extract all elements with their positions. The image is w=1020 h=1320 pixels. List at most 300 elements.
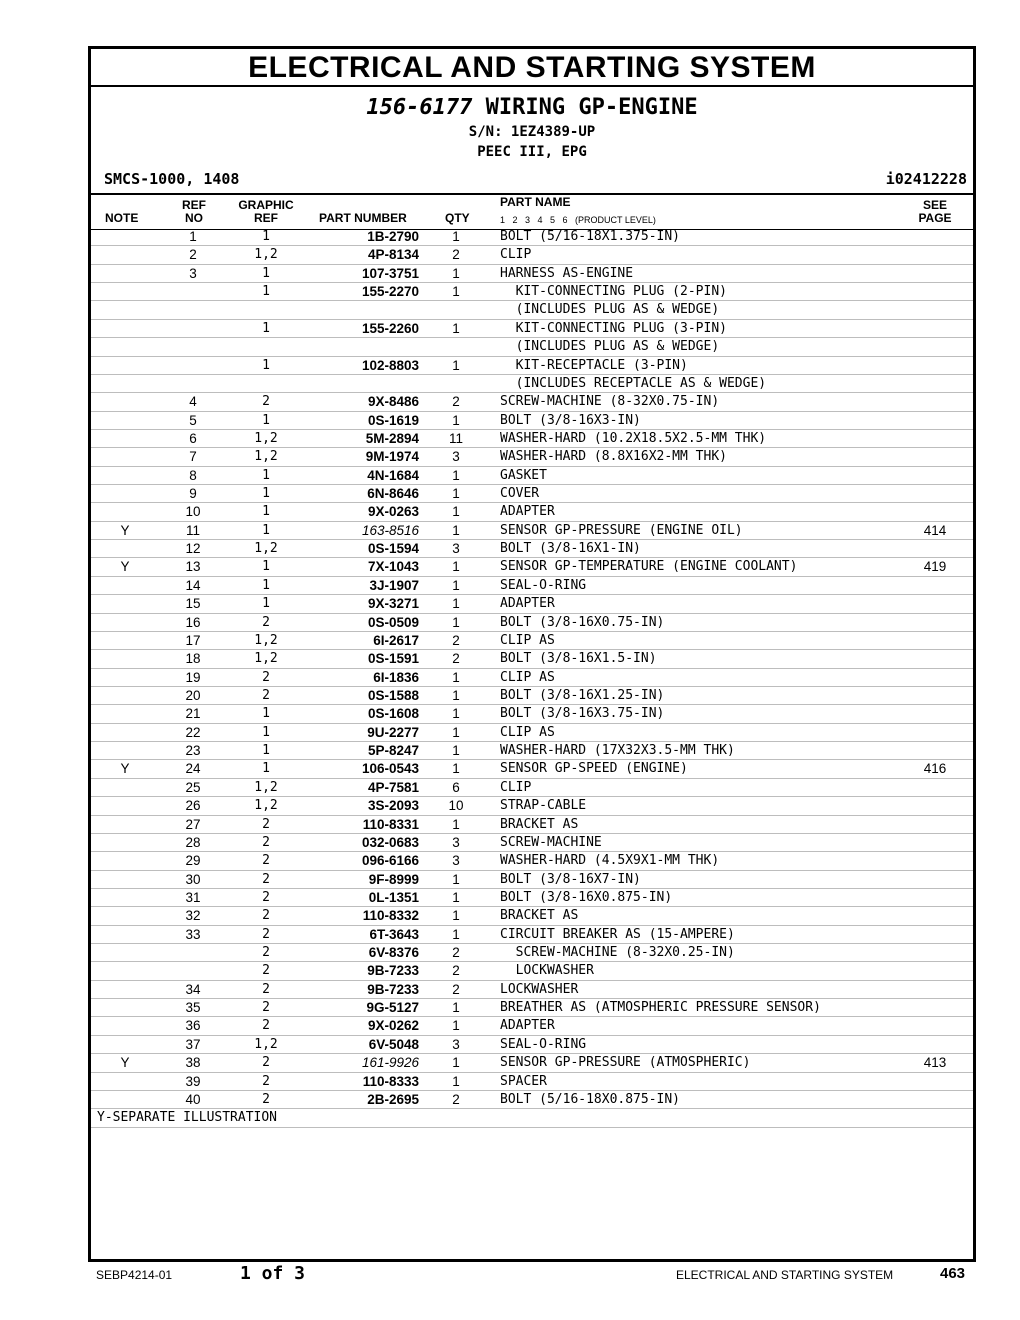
part-name-cell: SCREW-MACHINE (8-32X0.75-IN) [500,394,720,410]
part-name-cell: BOLT (3/8-16X3-IN) [500,412,641,428]
table-row [91,614,973,632]
part-number-cell: 7X-1043 [367,559,419,575]
note-cell: Y [120,559,130,575]
part-name-cell: GASKET [500,467,547,483]
part-name-cell: SENSOR GP-PRESSURE (ENGINE OIL) [500,522,743,538]
table-row [91,907,973,925]
ref-number-cell: 30 [185,871,201,887]
part-name-cell: SEAL-O-RING [500,577,587,593]
quantity-cell: 1 [452,284,460,300]
ref-number-cell: 33 [185,926,201,942]
graphic-ref-cell: 1 [262,596,270,612]
table-row [91,283,973,301]
ref-number-cell: 29 [185,853,201,869]
part-name-cell: KIT-CONNECTING PLUG (2-PIN) [500,284,727,300]
quantity-cell: 1 [452,596,460,612]
part-name-cell: BOLT (3/8-16X1.5-IN) [500,651,657,667]
graphic-ref-cell: 1,2 [254,798,278,814]
ref-number-cell: 37 [185,1036,201,1052]
quantity-cell: 1 [452,761,460,777]
footer-page-number: 463 [940,1265,966,1282]
part-name-cell: BOLT (3/8-16X0.875-IN) [500,889,673,905]
table-row [91,1036,973,1054]
graphic-ref-cell: 2 [262,1055,270,1071]
part-name-cell: BOLT (3/8-16X1.25-IN) [500,687,665,703]
graphic-ref-cell: 2 [262,394,270,410]
part-number-cell: 106-0543 [361,761,419,777]
table-row [91,265,973,283]
part-number-cell: 155-2270 [361,284,419,300]
quantity-cell: 11 [448,430,463,446]
table-row [91,742,973,760]
part-name-cell: CLIP AS [500,632,555,648]
col-see-top: SEE [922,198,947,212]
parts-table [91,228,973,1128]
graphic-ref-cell: 1 [262,577,270,593]
note-cell: Y [120,761,130,777]
table-row [91,632,973,650]
ref-number-cell: 20 [185,687,201,703]
ref-number-cell: 38 [185,1055,201,1071]
quantity-cell: 2 [452,945,460,961]
part-name-cell: CLIP [500,779,532,795]
part-number-cell: 9M-1974 [365,449,419,465]
graphic-ref-cell: 2 [262,871,270,887]
graphic-ref-cell: 2 [262,908,270,924]
quantity-cell: 1 [452,486,460,502]
ref-number-cell: 28 [185,834,201,850]
quantity-cell: 1 [452,816,460,832]
table-row [91,595,973,613]
part-number-cell: 107-3751 [361,265,419,281]
table-row [91,760,973,778]
graphic-ref-cell: 2 [262,926,270,942]
part-name-cell: KIT-CONNECTING PLUG (3-PIN) [500,320,727,336]
group-name: WIRING GP-ENGINE [485,95,698,120]
graphic-ref-cell: 2 [262,816,270,832]
table-row [91,724,973,742]
table-row [91,246,973,264]
ref-number-cell: 40 [185,1091,201,1107]
part-name-cell: WASHER-HARD (4.5X9X1-MM THK) [500,853,720,869]
column-header-row [91,193,973,230]
graphic-ref-cell: 1,2 [254,1036,278,1052]
quantity-cell: 1 [452,614,460,630]
quantity-cell: 1 [452,1073,460,1089]
graphic-ref-cell: 2 [262,669,270,685]
see-page-cell: 416 [923,761,947,777]
graphic-ref-cell: 2 [262,1073,270,1089]
part-name-cell: (INCLUDES RECEPTACLE AS & WEDGE) [500,375,767,391]
table-row [91,962,973,980]
table-row [91,558,973,576]
part-name-cell: (INCLUDES PLUG AS & WEDGE) [500,302,720,318]
col-note: NOTE [105,211,139,225]
part-number-cell: 3J-1907 [369,577,419,593]
graphic-ref-cell: 2 [262,853,270,869]
section-title: ELECTRICAL AND STARTING SYSTEM [91,49,973,87]
ref-number-cell: 2 [189,247,197,263]
quantity-cell: 2 [452,632,460,648]
table-row [91,412,973,430]
ref-number-cell: 1 [189,229,197,244]
table-row [91,522,973,540]
quantity-cell: 1 [452,357,460,373]
table-row [91,540,973,558]
quantity-cell: 2 [452,247,460,263]
part-number-cell: 9B-7233 [367,963,419,979]
part-name-cell: BOLT (5/16-18X0.875-IN) [500,1091,681,1107]
part-name-cell: KIT-RECEPTACLE (3-PIN) [500,357,688,373]
table-row [91,357,973,375]
quantity-cell: 1 [452,889,460,905]
quantity-cell: 1 [452,687,460,703]
graphic-ref-cell: 1 [262,743,270,759]
table-row [91,577,973,595]
graphic-ref-cell: 1 [262,265,270,281]
graphic-ref-cell: 1,2 [254,779,278,795]
part-name-cell: CLIP [500,247,532,263]
quantity-cell: 1 [452,265,460,281]
see-page-cell: 414 [923,522,947,538]
part-name-cell: ADAPTER [500,596,555,612]
table-row [91,926,973,944]
ref-number-cell: 12 [185,541,201,557]
quantity-cell: 2 [452,651,460,667]
ref-number-cell: 10 [185,504,201,520]
footer-page-of: 1 of 3 [240,1263,306,1284]
table-row [91,650,973,668]
col-qty: QTY [445,211,470,225]
part-number-cell: 0L-1351 [368,889,419,905]
ref-number-cell: 14 [185,577,201,593]
part-number-cell: 9X-3271 [367,596,419,612]
smcs-code: SMCS-1000, 1408 [104,170,240,188]
table-row [91,430,973,448]
part-number-cell: 9B-7233 [367,981,419,997]
graphic-ref-cell: 1 [262,504,270,520]
quantity-cell: 1 [452,1055,460,1071]
ref-number-cell: 19 [185,669,201,685]
note-cell: Y [120,522,130,538]
graphic-ref-cell: 2 [262,1000,270,1016]
part-number-cell: 4P-8134 [367,247,419,263]
ref-number-cell: 9 [189,486,197,502]
parts-page-frame [88,46,976,1262]
graphic-ref-cell: 1 [262,320,270,336]
quantity-cell: 1 [452,669,460,685]
graphic-ref-cell: 1 [262,522,270,538]
graphic-ref-cell: 1 [262,467,270,483]
quantity-cell: 1 [452,320,460,336]
quantity-cell: 6 [452,779,460,795]
graphic-ref-cell: 1 [262,357,270,373]
part-number-cell: 102-8803 [361,357,419,373]
ref-number-cell: 21 [185,706,201,722]
ref-number-cell: 17 [185,632,201,648]
see-page-cell: 419 [923,559,947,575]
table-row [91,1091,973,1109]
table-row [91,375,973,393]
col-ref-top: REF [182,198,206,212]
part-number-cell: 9U-2277 [367,724,419,740]
table-row [91,889,973,907]
part-number-cell: 9X-8486 [367,394,419,410]
footer-document-number: SEBP4214-01 [96,1268,173,1282]
ref-number-cell: 8 [189,467,197,483]
ref-number-cell: 16 [185,614,201,630]
part-name-cell: CLIP AS [500,669,555,685]
part-name-cell: SENSOR GP-SPEED (ENGINE) [500,761,688,777]
part-number-cell: 096-6166 [361,853,419,869]
part-name-cell: CLIP AS [500,724,555,740]
part-name-cell: SENSOR GP-TEMPERATURE (ENGINE COOLANT) [500,559,798,575]
part-name-cell: SCREW-MACHINE (8-32X0.25-IN) [500,945,735,961]
part-number-cell: 3S-2093 [367,798,419,814]
table-row [91,485,973,503]
note-cell: Y [120,1055,130,1071]
quantity-cell: 3 [452,834,460,850]
col-graphic-bottom: REF [254,211,278,225]
part-number-cell: 032-0683 [361,834,419,850]
quantity-cell: 2 [452,1091,460,1107]
part-number-cell: 9X-0263 [367,504,419,520]
part-name-cell: LOCKWASHER [500,981,579,997]
part-number-cell: 4N-1684 [367,467,419,483]
ref-number-cell: 5 [189,412,197,428]
part-name-cell: SENSOR GP-PRESSURE (ATMOSPHERIC) [500,1055,751,1071]
part-name-cell: BOLT (3/8-16X3.75-IN) [500,706,665,722]
ref-number-cell: 7 [189,449,197,465]
quantity-cell: 1 [452,229,460,244]
ref-number-cell: 4 [189,394,197,410]
table-row [91,779,973,797]
quantity-cell: 1 [452,412,460,428]
see-page-cell: 413 [923,1055,947,1071]
quantity-cell: 1 [452,522,460,538]
table-row [91,1017,973,1035]
ref-number-cell: 15 [185,596,201,612]
ref-number-cell: 3 [189,265,197,281]
ref-number-cell: 18 [185,651,201,667]
table-row [91,816,973,834]
part-number-cell: 6N-8646 [367,486,419,502]
quantity-cell: 2 [452,394,460,410]
quantity-cell: 1 [452,1000,460,1016]
part-number-cell: 9X-0262 [367,1018,419,1034]
table-row [91,467,973,485]
part-name-cell: CIRCUIT BREAKER AS (15-AMPERE) [500,926,735,942]
part-number-cell: 6V-5048 [368,1036,419,1052]
part-number-cell: 110-8331 [362,816,419,832]
part-number-cell: 6V-8376 [368,945,419,961]
table-row [91,1073,973,1091]
part-number-cell: 0S-1619 [367,412,419,428]
ref-number-cell: 39 [185,1073,201,1089]
table-row [91,852,973,870]
col-see-bottom: PAGE [918,211,952,225]
graphic-ref-cell: 1 [262,724,270,740]
part-number-cell: 2B-2695 [367,1091,419,1107]
ref-number-cell: 25 [185,779,201,795]
table-row [91,999,973,1017]
ref-number-cell: 35 [185,1000,201,1016]
quantity-cell: 2 [452,981,460,997]
part-number-cell: 5P-8247 [367,743,419,759]
part-number-cell: 110-8332 [362,908,419,924]
part-name-cell: WASHER-HARD (10.2X18.5X2.5-MM THK) [500,430,767,446]
graphic-ref-cell: 1,2 [254,632,278,648]
quantity-cell: 1 [452,559,460,575]
part-number-cell: 155-2260 [361,320,419,336]
quantity-cell: 1 [452,706,460,722]
part-name-cell: BOLT (3/8-16X0.75-IN) [500,614,665,630]
part-name-cell: STRAP-CABLE [500,798,587,814]
part-number-cell: 0S-1588 [367,687,419,703]
part-name-cell: BRACKET AS [500,908,579,924]
ref-number-cell: 34 [185,981,201,997]
part-name-cell: ADAPTER [500,504,555,520]
part-number-cell: 6I-1836 [373,669,419,685]
graphic-ref-cell: 1 [262,559,270,575]
part-number-cell: 9G-5127 [366,1000,419,1016]
part-number-cell: 6T-3643 [369,926,419,942]
ref-number-cell: 13 [185,559,201,575]
graphic-ref-cell: 1,2 [254,651,278,667]
part-name-cell: BOLT (5/16-18X1.375-IN) [500,229,681,244]
graphic-ref-cell: 2 [262,834,270,850]
quantity-cell: 2 [452,963,460,979]
table-row [91,705,973,723]
part-name-cell: SPACER [500,1073,547,1089]
part-name-cell: WASHER-HARD (8.8X16X2-MM THK) [500,449,727,465]
quantity-cell: 3 [452,449,460,465]
table-row [91,301,973,319]
graphic-ref-cell: 2 [262,614,270,630]
col-product-level: 1 2 3 4 5 6 (PRODUCT LEVEL) [500,215,656,225]
graphic-ref-cell: 1 [262,412,270,428]
graphic-ref-cell: 2 [262,1018,270,1034]
ref-number-cell: 23 [185,743,201,759]
quantity-cell: 1 [452,504,460,520]
table-row [91,687,973,705]
quantity-cell: 3 [452,1036,460,1052]
graphic-ref-cell: 1,2 [254,449,278,465]
part-name-cell: BRACKET AS [500,816,579,832]
table-row [91,981,973,999]
part-number-cell: 0S-0509 [367,614,419,630]
quantity-cell: 1 [452,577,460,593]
part-number-cell: 110-8333 [362,1073,419,1089]
ref-number-cell: 36 [185,1018,201,1034]
quantity-cell: 3 [452,541,460,557]
graphic-ref-cell: 1 [262,486,270,502]
graphic-ref-cell: 1 [262,761,270,777]
graphic-ref-cell: 2 [262,889,270,905]
part-number-cell: 161-9926 [361,1055,419,1071]
table-row [91,338,973,356]
table-row [91,944,973,962]
configuration-label: PEEC III, EPG [477,144,587,160]
table-row [91,503,973,521]
part-name-cell: BREATHER AS (ATMOSPHERIC PRESSURE SENSOR) [500,1000,821,1016]
col-graphic-top: GRAPHIC [238,198,294,212]
graphic-ref-cell: 1 [262,229,270,244]
part-name-cell: BOLT (3/8-16X1-IN) [500,541,641,557]
ref-number-cell: 27 [185,816,201,832]
part-name-cell: HARNESS AS-ENGINE [500,265,634,281]
part-number-cell: 0S-1591 [367,651,419,667]
part-name-cell: SEAL-O-RING [500,1036,587,1052]
table-row [91,320,973,338]
document-id: i02412228 [885,170,967,188]
group-heading [91,95,973,120]
graphic-ref-cell: 1,2 [254,541,278,557]
part-name-cell: COVER [500,486,540,502]
serial-number-range: S/N: 1EZ4389-UP [468,124,596,140]
graphic-ref-cell: 2 [262,1091,270,1107]
part-number-cell: 5M-2894 [365,430,419,446]
table-row [91,1054,973,1072]
table-row [91,797,973,815]
part-name-cell: SCREW-MACHINE [500,834,602,850]
quantity-cell: 1 [452,871,460,887]
quantity-cell: 1 [452,724,460,740]
part-number-cell: 6I-2617 [373,632,419,648]
ref-number-cell: 32 [185,908,201,924]
ref-number-cell: 31 [185,889,201,905]
part-name-cell: WASHER-HARD (17X32X3.5-MM THK) [500,743,735,759]
table-row [91,393,973,411]
col-part-number: PART NUMBER [319,211,407,225]
table-row [91,871,973,889]
table-row [91,834,973,852]
graphic-ref-cell: 1,2 [254,247,278,263]
table-row [91,448,973,466]
graphic-ref-cell: 1 [262,706,270,722]
ref-number-cell: 26 [185,798,201,814]
ref-number-cell: 22 [185,724,201,740]
part-number-cell: 0S-1608 [367,706,419,722]
col-part-name: PART NAME [500,195,571,209]
graphic-ref-cell: 2 [262,963,270,979]
footer-section-name: ELECTRICAL AND STARTING SYSTEM [676,1268,894,1282]
quantity-cell: 1 [452,926,460,942]
part-number-cell: 1B-2790 [367,229,419,244]
table-row [91,669,973,687]
quantity-cell: 10 [448,798,464,814]
part-number-cell: 0S-1594 [367,541,419,557]
quantity-cell: 1 [452,467,460,483]
part-number-cell: 9F-8999 [368,871,419,887]
ref-number-cell: 6 [189,430,197,446]
graphic-ref-cell: 2 [262,687,270,703]
part-name-cell: LOCKWASHER [500,963,594,979]
graphic-ref-cell: 2 [262,945,270,961]
quantity-cell: 1 [452,743,460,759]
quantity-cell: 1 [452,1018,460,1034]
quantity-cell: 3 [452,853,460,869]
graphic-ref-cell: 2 [262,981,270,997]
part-name-cell: ADAPTER [500,1018,555,1034]
part-name-cell: (INCLUDES PLUG AS & WEDGE) [500,339,720,355]
ref-number-cell: 24 [185,761,201,777]
part-number-cell: 4P-7581 [367,779,419,795]
quantity-cell: 1 [452,908,460,924]
col-ref-bottom: NO [185,211,203,225]
footnote-row [91,1109,973,1127]
graphic-ref-cell: 1,2 [254,430,278,446]
